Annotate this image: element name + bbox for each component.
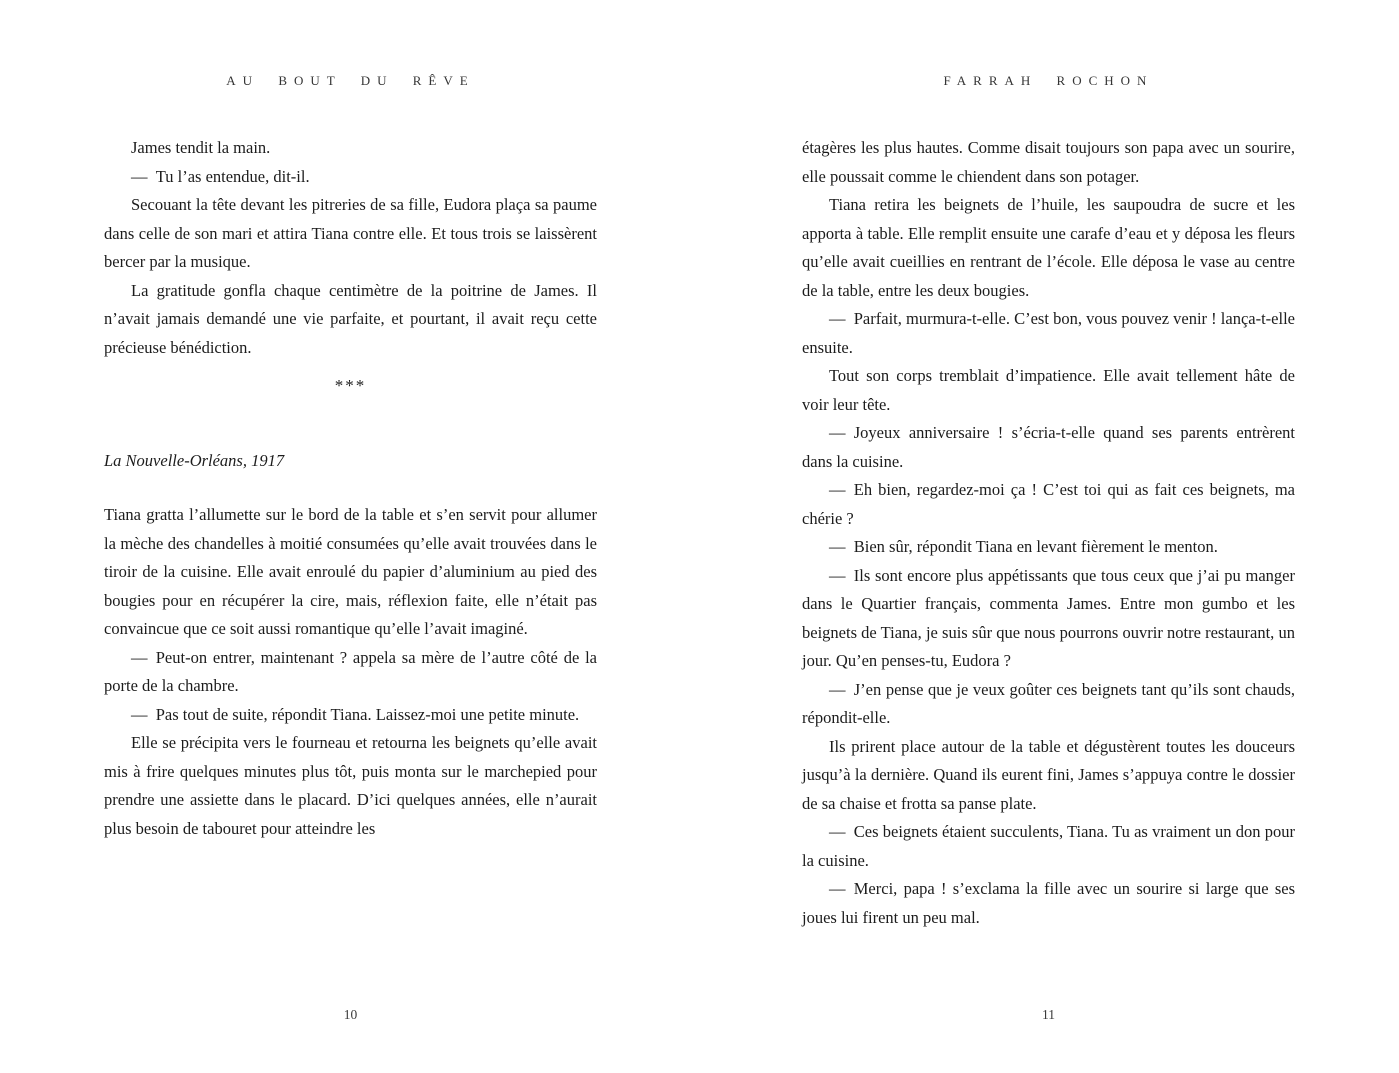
paragraph: La gratitude gonfla chaque centimètre de la poitrine de James. Il n’avait jamais demandé une vie parfaite, et pourtant, il avait reçu cette précieuse bénédiction. (104, 280, 597, 357)
paragraph-dialogue: — Merci, papa ! s’exclama la fille avec un sourire si large que ses joues lui firent un peu mal. (802, 879, 1295, 927)
paragraph: Ils prirent place autour de la table et dégustèrent toutes les douceurs jusqu’à la dernière. Quand ils eurent fini, James s’appuya contre le dossier de sa chaise et frotta sa panse plate. (802, 736, 1295, 813)
page-left-body (104, 134, 597, 843)
running-header-author-name: FARRAH ROCHON (943, 73, 1154, 88)
paragraph: Secouant la tête devant les pitreries de sa fille, Eudora plaça sa paume dans celle de son mari et attira Tiana contre elle. Et tous trois se laissèrent bercer par la musique. (104, 195, 597, 271)
page-right-body (802, 134, 1295, 932)
paragraph: Elle se précipita vers le fourneau et retourna les beignets qu’elle avait mis à frire quelques minutes plus tôt, puis monta sur le marchepied pour prendre une assiette dans le placard. D’ici quelques années, elle n’aurait plus besoin de tabouret pour atteindre les (104, 733, 597, 838)
paragraph: étagères les plus hautes. Comme disait toujours son papa avec un sourire, elle poussait comme le chiendent dans son potager. (802, 138, 1295, 186)
paragraph-dialogue: — Bien sûr, répondit Tiana en levant fièrement le menton. (829, 537, 1218, 556)
paragraph: Tout son corps tremblait d’impatience. Elle avait tellement hâte de voir leur tête. (802, 366, 1295, 414)
paragraph-dialogue: — Ils sont encore plus appétissants que tous ceux que j’ai pu manger dans le Quartier français, commenta James. Entre mon gumbo et les beignets de Tiana, je suis sûr que nous pourrons ouvrir notre restaurant, un jour. Qu’en penses-tu, Eudora ? (802, 565, 1295, 670)
running-header-book-title: AU BOUT DU RÊVE (226, 73, 475, 88)
paragraph-dialogue: — Ces beignets étaient succulents, Tiana. Tu as vraiment un don pour la cuisine. (802, 822, 1295, 870)
paragraph-dialogue: — J’en pense que je veux goûter ces beignets tant qu’ils sont chauds, répondit-elle. (802, 679, 1295, 727)
paragraph-dialogue: — Tu l’as entendue, dit-il. (131, 166, 310, 186)
scene-heading-date: La Nouvelle-Orléans, 1917 (104, 450, 285, 470)
paragraph-dialogue: — Peut-on entrer, maintenant ? appela sa mère de l’autre côté de la porte de la chambre. (104, 647, 597, 695)
page-number-right: 11 (1042, 1007, 1055, 1022)
paragraph-dialogue: — Pas tout de suite, répondit Tiana. Laissez-moi une petite minute. (131, 704, 580, 724)
page-number-left: 10 (343, 1007, 358, 1022)
paragraph-dialogue: — Joyeux anniversaire ! s’écria-t-elle quand ses parents entrèrent dans la cuisine. (802, 423, 1295, 471)
paragraph: Tiana gratta l’allumette sur le bord de la table et s’en servit pour allumer la mèche des chandelles à moitié consumées qu’elle avait trouvées dans le tiroir de la cuisine. Elle avait enroulé du papier d’aluminium au pied des bougies pour en récupérer la cire, mais, réflexion faite, elle n’était pas convaincue que ce soit aussi romantique qu’elle l’avait imaginé. (104, 505, 597, 638)
paragraph: James tendit la main. (131, 138, 271, 157)
scene-break-asterisks: *** (334, 376, 367, 395)
paragraph-dialogue: — Parfait, murmura-t-elle. C’est bon, vous pouvez venir ! lança-t-elle ensuite. (802, 309, 1295, 357)
page-right (802, 0, 1295, 1073)
paragraph-dialogue: — Eh bien, regardez-moi ça ! C’est toi qui as fait ces beignets, ma chérie ? (802, 480, 1295, 528)
paragraph: Tiana retira les beignets de l’huile, les saupoudra de sucre et les apporta à table. Elle remplit ensuite une carafe d’eau et y déposa les fleurs qu’elle avait cueillies en rentrant de l’école. Elle déposa le vase au centre de la table, entre les deux bougies. (802, 195, 1295, 300)
page-left (104, 0, 597, 1073)
